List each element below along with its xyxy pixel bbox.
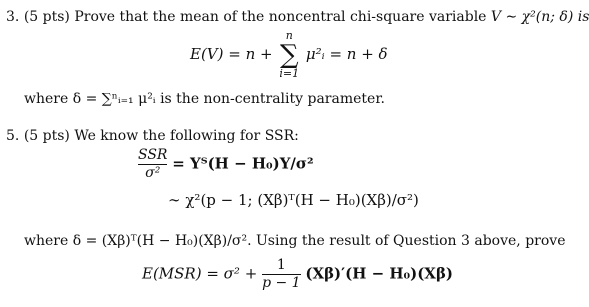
q3-variable: V ∼ χ²(n; δ) is — [490, 9, 589, 25]
q3-prompt: Prove that the mean of the noncentral chi-square variable — [74, 9, 487, 25]
q5-ssr-fraction — [138, 148, 167, 181]
q3-number: 3. — [6, 9, 20, 25]
q3-header — [6, 8, 589, 26]
q5-number: 5. — [6, 128, 20, 144]
q3-sum-symbol — [279, 30, 299, 80]
q5-final-lhs: E(MSR) = σ² + — [142, 264, 258, 283]
q5-final-rhs: (Xβ)′(H − H₀)(Xβ) — [305, 264, 454, 283]
q5-header — [6, 127, 299, 145]
q3-points: (5 pts) — [23, 9, 70, 25]
q5-frac-den: σ² — [145, 165, 161, 181]
q3-equation — [190, 30, 388, 80]
q5-final-frac-den: p − 1 — [262, 275, 301, 291]
q5-eq-line1 — [138, 148, 314, 181]
q3-sum-bottom: i=1 — [279, 67, 300, 80]
q5-final-equation — [142, 258, 453, 291]
q3-sigma: ∑ — [279, 40, 299, 70]
q5-prompt: We know the following for SSR: — [74, 128, 299, 144]
q5-line1-rhs: = Yᵀ(H − H₀)Y/σ² — [172, 154, 314, 173]
q3-where: where δ = ∑ⁿᵢ₌₁ μ²ᵢ is the non-centrality parameter. — [24, 91, 385, 107]
q5-frac-num: SSR — [138, 147, 168, 163]
q5-final-frac-num: 1 — [276, 257, 286, 273]
q3-sum-top: n — [285, 29, 293, 42]
q5-points: (5 pts) — [23, 128, 70, 144]
q5-where: where δ = (Xβ)ᵀ(H − H₀)(Xβ)/σ². Using the result of Question 3 above, prove — [24, 233, 566, 249]
q3-eq-rhs: μ²ᵢ = n + δ — [305, 45, 388, 63]
q3-eq-lhs: E(V) = n + — [190, 45, 273, 63]
q5-eq-line2: ∼ χ²(p − 1; (Xβ)ᵀ(H − H₀)(Xβ)/σ²) — [168, 191, 419, 209]
q5-final-fraction — [262, 258, 301, 291]
